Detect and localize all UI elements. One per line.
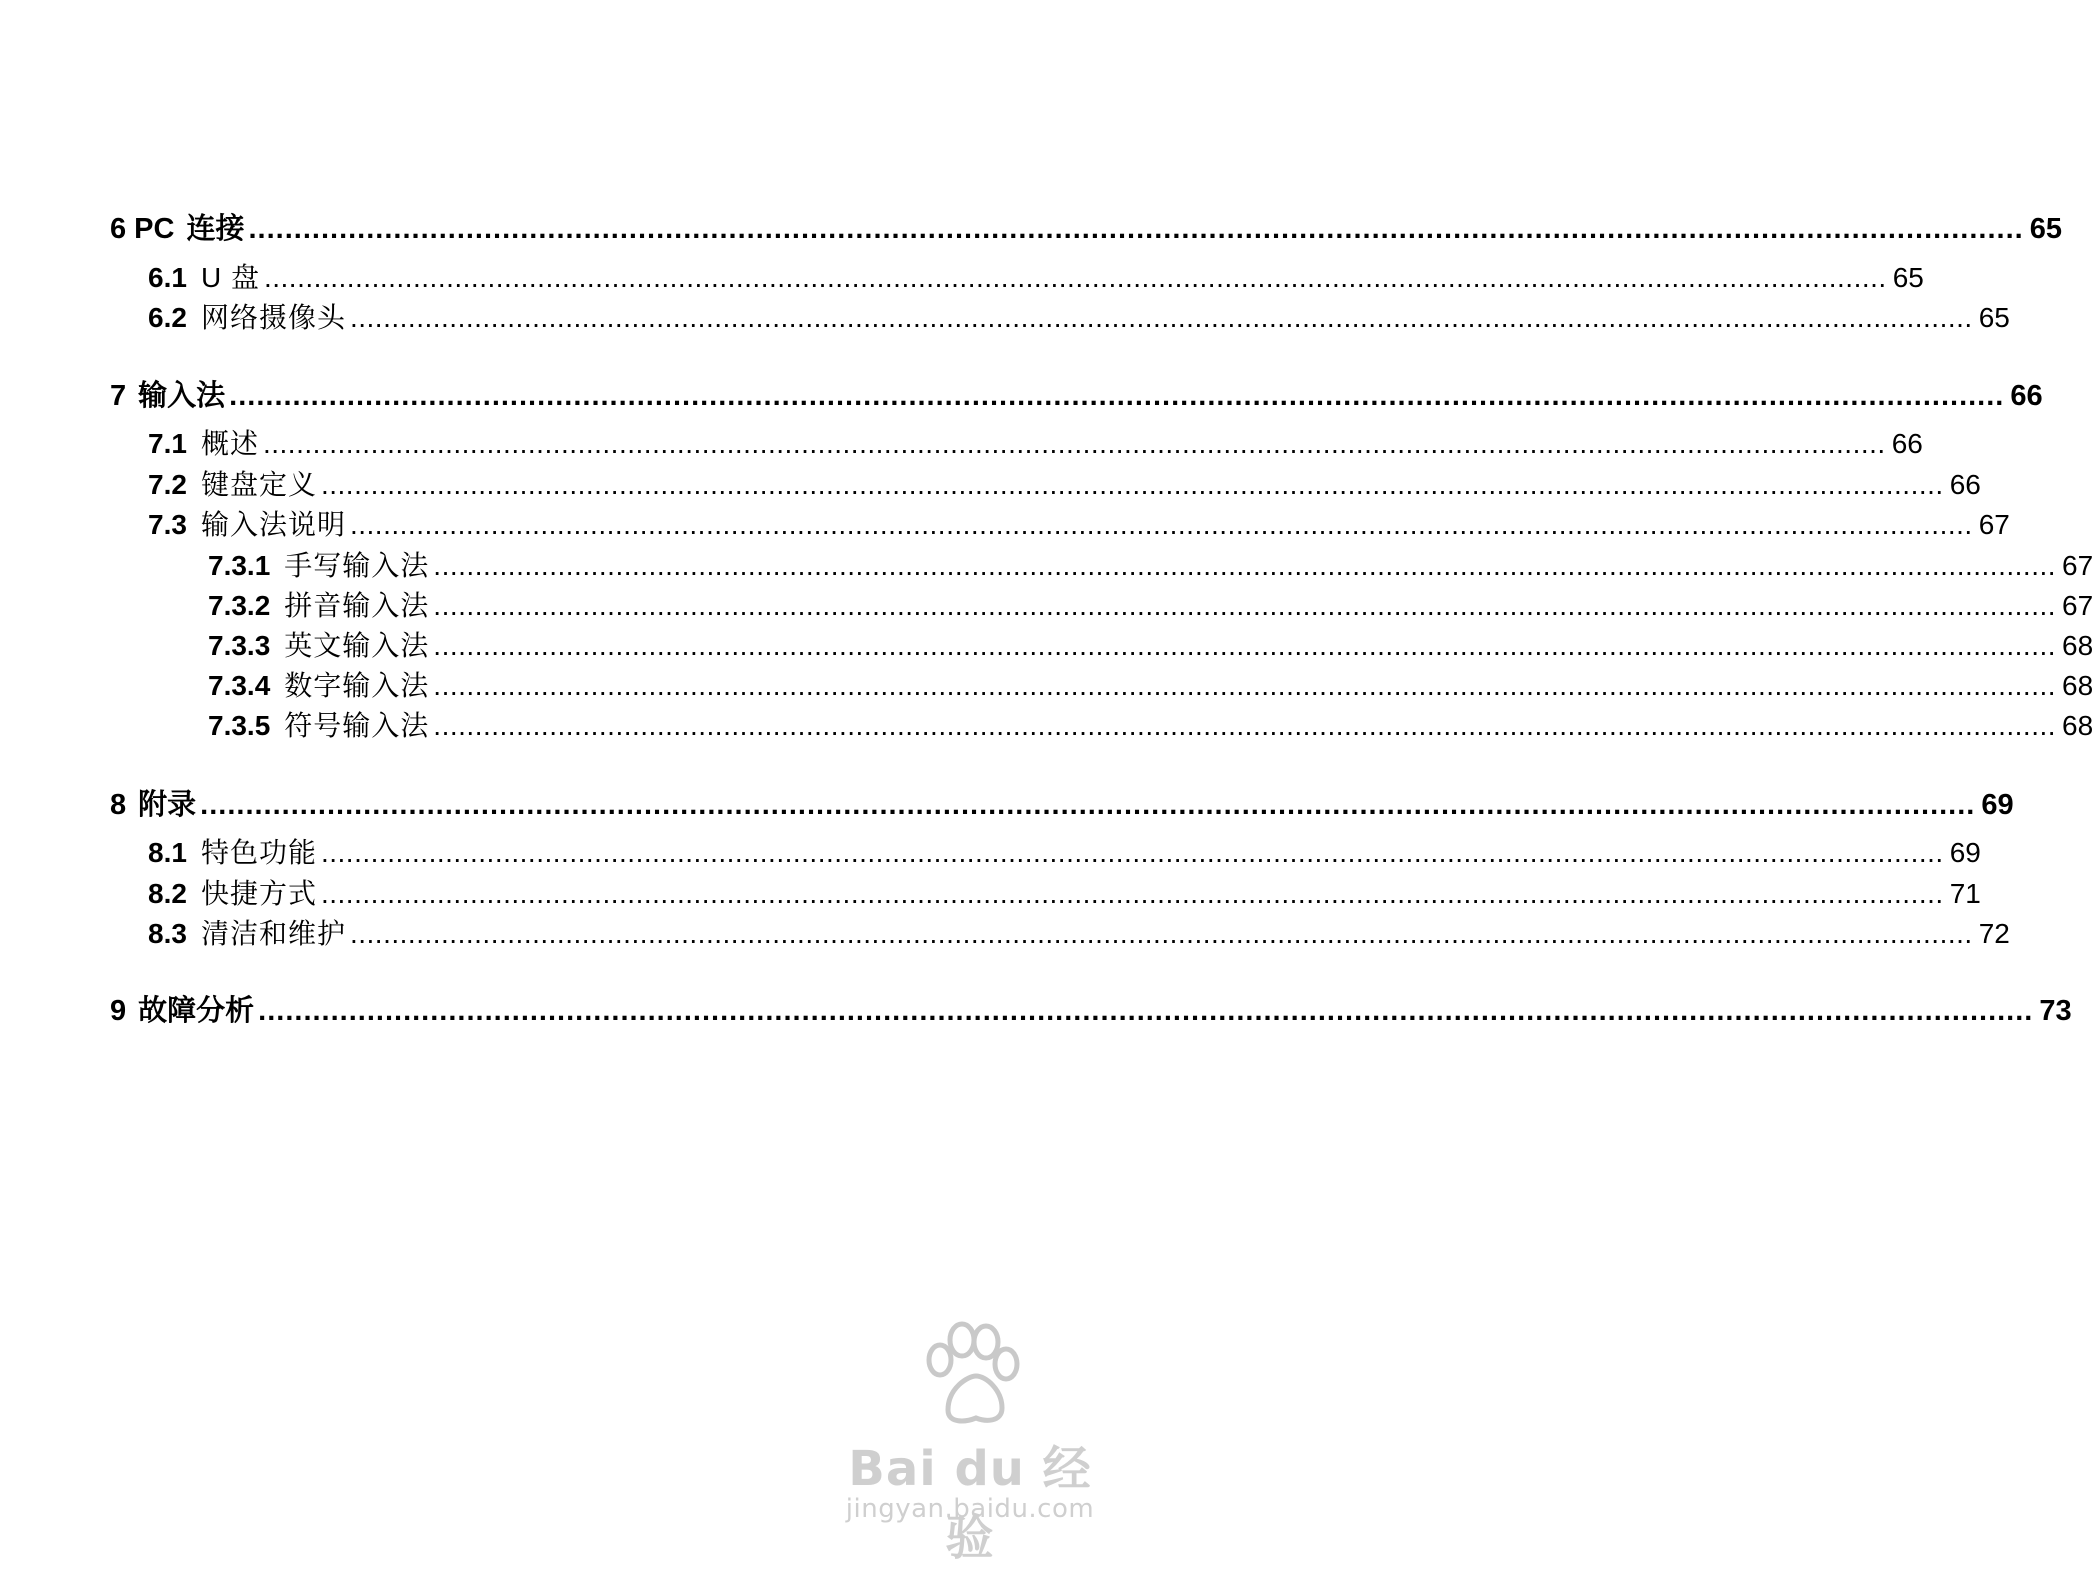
toc-title: 拼音输入法 (284, 590, 430, 621)
toc-leader: .................................................................................................................................................................................................... (248, 213, 2024, 245)
toc-entry-7[interactable] (110, 376, 2043, 416)
toc-page-number: 69 (1981, 789, 2014, 821)
toc-number: 8.3 (148, 918, 187, 949)
toc-page-number: 66 (2010, 380, 2043, 412)
toc-entry-8-2[interactable] (148, 874, 1981, 914)
toc-leader: .................................................................................................................................................................................................... (262, 428, 1886, 459)
toc-number: 7.3.2 (208, 590, 271, 621)
toc-title: 快捷方式 (200, 878, 317, 909)
toc-entry-7-3-3[interactable] (208, 626, 2093, 666)
toc-page-number: 67 (2062, 590, 2093, 621)
toc-title: 输入法 (138, 380, 226, 412)
toc-page-number: 66 (1949, 469, 1981, 500)
toc-entry-6[interactable] (110, 209, 2062, 249)
toc-leader: .................................................................................................................................................................................................... (349, 918, 1973, 949)
toc-title: 连接 (186, 213, 245, 245)
toc-number: 7.2 (148, 469, 187, 500)
watermark-url: jingyan.baidu.com (845, 1494, 1095, 1524)
toc-page-number: 65 (1892, 262, 1924, 293)
toc-page-number: 66 (1891, 428, 1923, 459)
toc-number: 7.3.3 (208, 630, 271, 661)
toc-entry-7-3-2[interactable] (208, 586, 2093, 626)
baidu-jingyan-watermark (835, 1318, 1105, 1566)
toc-page-number: 67 (1978, 509, 2010, 540)
toc-leader: .................................................................................................................................................................................................... (320, 837, 1944, 868)
toc-leader: .................................................................................................................................................................................................... (433, 670, 2057, 701)
toc-number: 7.3 (148, 509, 187, 540)
toc-page-number: 73 (2039, 995, 2072, 1027)
toc-entry-7-1[interactable] (148, 424, 1923, 464)
toc-title: 符号输入法 (284, 710, 430, 741)
toc-title: 附录 (138, 789, 197, 821)
toc-title: 特色功能 (200, 837, 317, 868)
toc-page-number: 67 (2062, 550, 2093, 581)
toc-number: 9 (110, 995, 127, 1027)
toc-number: 7.3.5 (208, 710, 271, 741)
toc-page-number: 68 (2062, 710, 2093, 741)
toc-page-number: 69 (1949, 837, 1981, 868)
toc-number: 8 (110, 789, 127, 821)
toc-title: 数字输入法 (284, 670, 430, 701)
toc-leader: .................................................................................................................................................................................................... (320, 469, 1944, 500)
toc-number: 6.1 (148, 262, 187, 293)
toc-number: 7.3.4 (208, 670, 271, 701)
toc-number: 7.3.1 (208, 550, 271, 581)
toc-page-number: 65 (2029, 213, 2062, 245)
toc-entry-7-2[interactable] (148, 465, 1981, 505)
toc-entry-8-3[interactable] (148, 914, 2010, 954)
toc-number: 6.2 (148, 302, 187, 333)
toc-number: 8.2 (148, 878, 187, 909)
toc-entry-7-3[interactable] (148, 505, 2010, 545)
toc-entry-7-3-4[interactable] (208, 666, 2093, 706)
toc-number: 7 (110, 380, 127, 412)
toc-leader: .................................................................................................................................................................................................... (320, 878, 1944, 909)
toc-leader: .................................................................................................................................................................................................... (200, 789, 1976, 821)
toc-entry-9[interactable] (110, 991, 2072, 1031)
toc-number: 8.1 (148, 837, 187, 868)
toc-title: 英文输入法 (284, 630, 430, 661)
toc-leader: .................................................................................................................................................................................................... (229, 380, 2005, 412)
toc-title: U 盘 (200, 262, 260, 293)
toc-leader: .................................................................................................................................................................................................... (433, 550, 2057, 581)
toc-page-number: 71 (1949, 878, 1981, 909)
toc-entry-7-3-1[interactable] (208, 546, 2093, 586)
toc-title: 清洁和维护 (200, 918, 346, 949)
toc-number: 6 PC (110, 213, 175, 245)
toc-entry-8[interactable] (110, 785, 2014, 825)
toc-title: 网络摄像头 (200, 302, 346, 333)
toc-page-number: 68 (2062, 630, 2093, 661)
toc-title: 故障分析 (138, 995, 255, 1027)
toc-leader: .................................................................................................................................................................................................... (349, 509, 1973, 540)
toc-leader: .................................................................................................................................................................................................... (258, 995, 2034, 1027)
toc-number: 7.1 (148, 428, 187, 459)
toc-title: 手写输入法 (284, 550, 430, 581)
toc-title: 输入法说明 (200, 509, 346, 540)
toc-entry-6-1[interactable] (148, 258, 1924, 298)
toc-title: 概述 (200, 428, 259, 459)
toc-page-number: 68 (2062, 670, 2093, 701)
toc-leader: .................................................................................................................................................................................................... (349, 302, 1973, 333)
toc-entry-7-3-5[interactable] (208, 706, 2093, 746)
paw-icon (910, 1318, 1030, 1428)
toc-leader: .................................................................................................................................................................................................... (433, 710, 2057, 741)
toc-leader: .................................................................................................................................................................................................... (433, 630, 2057, 661)
toc-leader: .................................................................................................................................................................................................... (263, 262, 1887, 293)
watermark-brand: Bai du 经验 (848, 1441, 1092, 1566)
toc-entry-8-1[interactable] (148, 833, 1981, 873)
toc-entry-6-2[interactable] (148, 298, 2010, 338)
toc-leader: .................................................................................................................................................................................................... (433, 590, 2057, 621)
toc-page-number: 72 (1978, 918, 2010, 949)
toc-page-number: 65 (1978, 302, 2010, 333)
toc-title: 键盘定义 (200, 469, 317, 500)
